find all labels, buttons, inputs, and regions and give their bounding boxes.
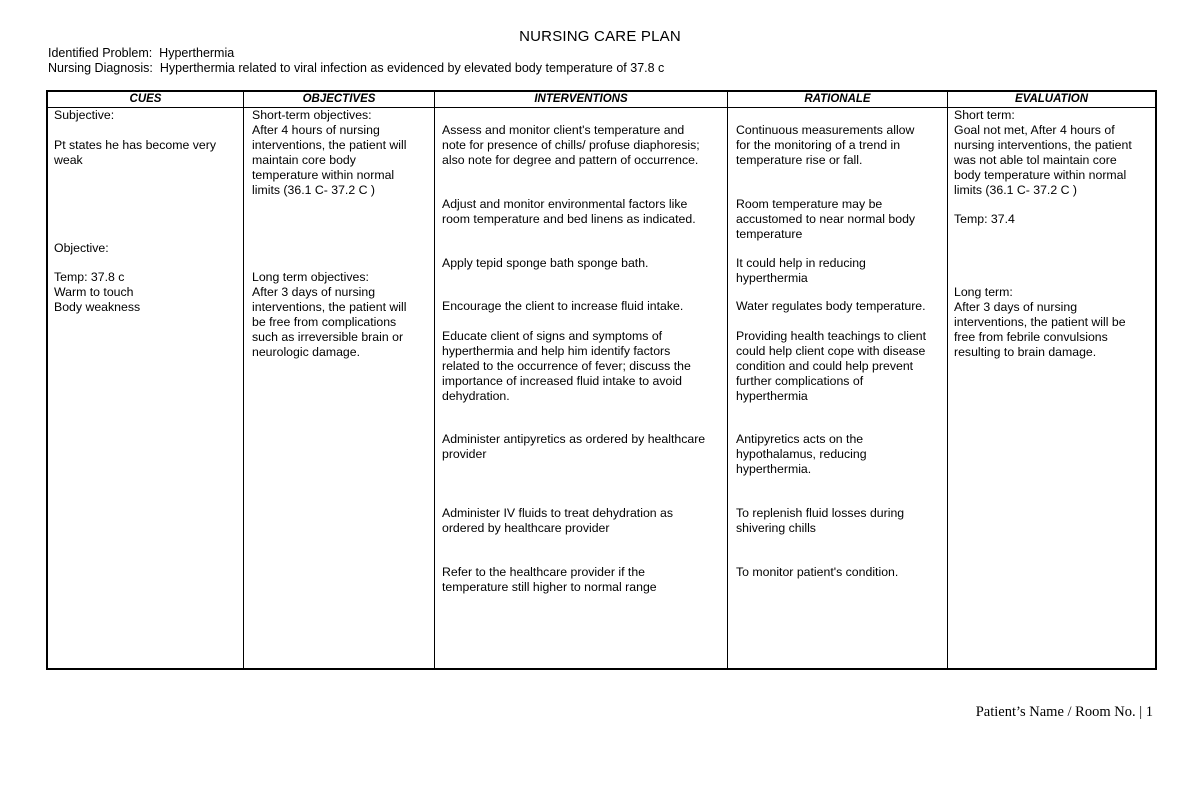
cues-subjective-label: Subjective: <box>54 108 115 122</box>
column-divider <box>727 92 728 668</box>
intervention-item: Apply tepid sponge bath sponge bath. <box>442 256 649 270</box>
intervention-item: Administer antipyretics as ordered by healthcare provider <box>442 432 706 461</box>
intervention-item: Educate client of signs and symptoms of hyperthermia and help him identify factors related to the occurrence of fever; discuss the importance of increased fluid intake to avoid dehydration. <box>442 329 691 403</box>
care-plan-table <box>46 90 1157 670</box>
evaluation-long-term: Long term: After 3 days of nursing interventions, the patient will be free from febrile convulsions resulting to brain damage. <box>954 285 1126 359</box>
identified-problem: Identified Problem: Hyperthermia <box>48 46 235 60</box>
page-footer: Patient’s Name / Room No. | 1 <box>975 704 1153 720</box>
objectives-short-term: Short-term objectives: After 4 hours of nursing interventions, the patient will maintain core body temperature within normal limits (36.1 C- 37.2 C ) <box>252 108 407 197</box>
header-objectives: OBJECTIVES <box>302 93 376 105</box>
header-evaluation: EVALUATION <box>1014 93 1089 105</box>
nursing-diagnosis: Nursing Diagnosis: Hyperthermia related to viral infection as evidenced by elevated body temperature of 37.8 c <box>48 61 665 75</box>
column-divider <box>434 92 435 668</box>
intervention-item: Refer to the healthcare provider if the temperature still higher to normal range <box>442 565 657 594</box>
intervention-item: Encourage the client to increase fluid intake. <box>442 299 684 313</box>
column-divider <box>947 92 948 668</box>
cues-subjective-text: Pt states he has become very weak <box>54 138 216 167</box>
rationale-item: Continuous measurements allow for the monitoring of a trend in temperature rise or fall. <box>736 123 915 167</box>
rationale-item: Providing health teachings to client could help client cope with disease condition and could help prevent further complications of hyperthermia <box>736 329 927 403</box>
header-cues: CUES <box>129 93 162 105</box>
objectives-long-term: Long term objectives: After 3 days of nursing interventions, the patient will be free from complications such as irreversible brain or neurologic damage. <box>252 270 407 359</box>
header-interventions: INTERVENTIONS <box>534 93 628 105</box>
intervention-item: Assess and monitor client's temperature and note for presence of chills/ profuse diaphoresis; also note for degree and pattern of occurrence. <box>442 123 700 167</box>
intervention-item: Adjust and monitor environmental factors like room temperature and bed linens as indicated. <box>442 197 696 226</box>
rationale-item: To monitor patient's condition. <box>736 565 899 579</box>
evaluation-temp: Temp: 37.4 <box>954 212 1015 226</box>
evaluation-short-term: Short term: Goal not met, After 4 hours of nursing interventions, the patient was not able tol maintain core body temperature within normal limits (36.1 C- 37.2 C ) <box>954 108 1132 197</box>
intervention-item: Administer IV fluids to treat dehydration as ordered by healthcare provider <box>442 506 674 535</box>
page-title: NURSING CARE PLAN <box>519 28 681 45</box>
rationale-item: Water regulates body temperature. <box>736 299 926 313</box>
rationale-item: Room temperature may be accustomed to near normal body temperature <box>736 197 916 241</box>
cues-objective-text: Temp: 37.8 c Warm to touch Body weakness <box>54 270 141 314</box>
rationale-item: To replenish fluid losses during shivering chills <box>736 506 905 535</box>
cues-objective-label: Objective: <box>54 241 109 255</box>
rationale-item: It could help in reducing hyperthermia <box>736 256 866 285</box>
column-divider <box>243 92 244 668</box>
header-rationale: RATIONALE <box>804 93 871 105</box>
rationale-item: Antipyretics acts on the hypothalamus, reducing hyperthermia. <box>736 432 867 476</box>
